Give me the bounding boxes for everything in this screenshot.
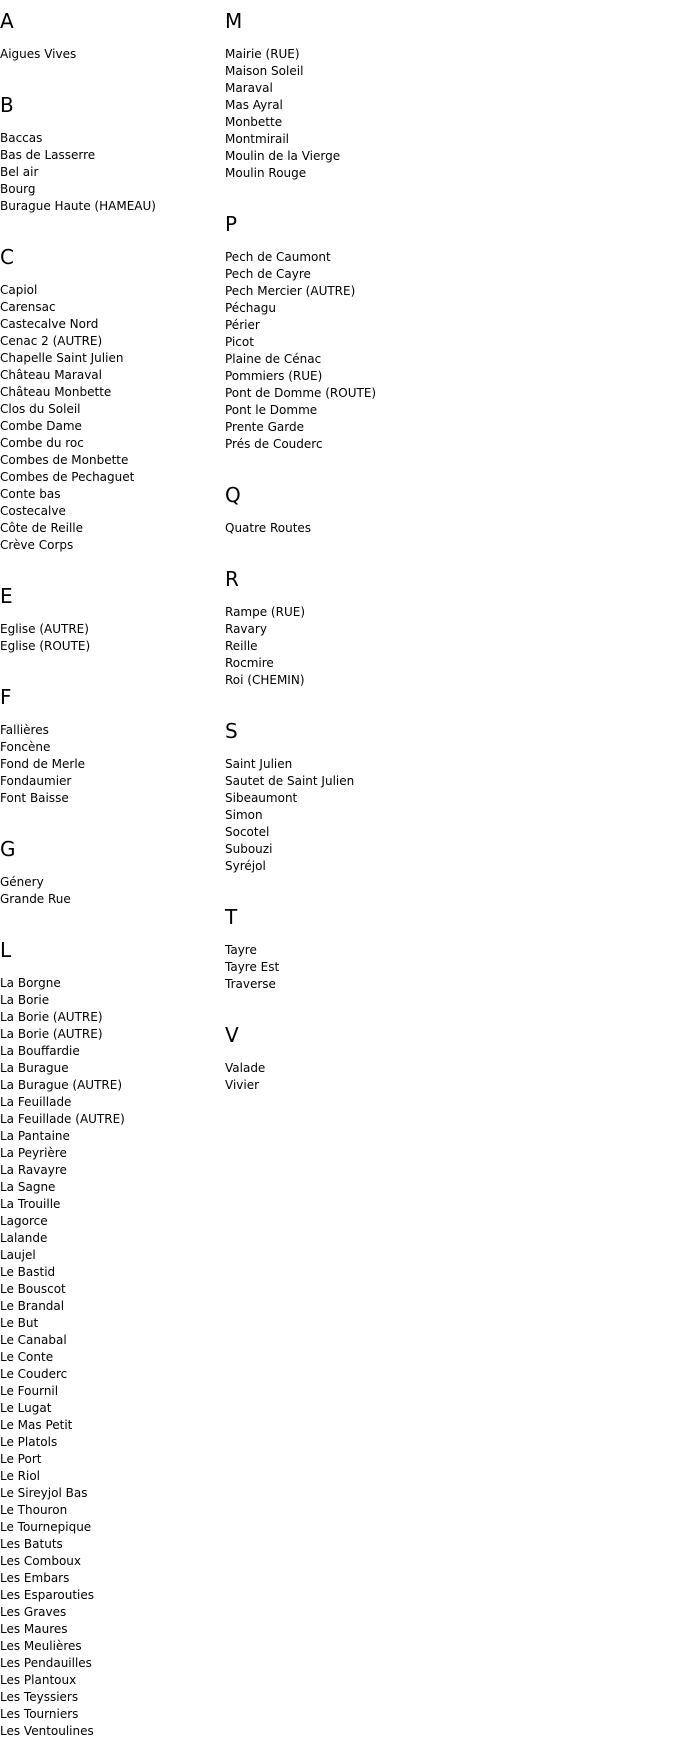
- street-name: Les Tourniers: [0, 1707, 79, 1721]
- section-letter-heading: R: [225, 567, 239, 591]
- street-name: Péchagu: [225, 301, 276, 315]
- street-name: Prés de Couderc: [225, 437, 323, 451]
- section-letter-heading: V: [225, 1023, 239, 1047]
- section-spacer: [0, 655, 225, 676]
- street-name: La Burague (AUTRE): [0, 1078, 123, 1092]
- street-name: Eglise (AUTRE): [0, 622, 89, 636]
- section-spacer: [0, 554, 225, 575]
- street-name: Les Embars: [0, 1571, 70, 1585]
- street-name: Le Sireyjol Bas: [0, 1486, 88, 1500]
- street-name: Pont de Domme (ROUTE): [225, 386, 377, 400]
- section-spacer: [0, 215, 225, 236]
- section-letter-heading: P: [225, 212, 238, 236]
- section-b: [0, 84, 225, 236]
- street-name: Reille: [225, 639, 258, 653]
- street-name: Clos du Soleil: [0, 402, 81, 416]
- section-f: [0, 676, 225, 828]
- street-list: [0, 282, 225, 554]
- section-letter-heading: L: [0, 938, 12, 962]
- street-list: [0, 874, 225, 908]
- section-l: [0, 929, 225, 1740]
- section-spacer: [0, 63, 225, 84]
- street-name: Pont le Domme: [225, 403, 318, 417]
- street-name: Le Canabal: [0, 1333, 67, 1347]
- street-name: Le Lugat: [0, 1401, 52, 1415]
- section-letter-heading: B: [0, 93, 14, 117]
- street-name: Sautet de Saint Julien: [225, 774, 355, 788]
- street-name: Le But: [0, 1316, 39, 1330]
- street-name: Le Bouscot: [0, 1282, 66, 1296]
- street-name: La Borie (AUTRE): [0, 1027, 103, 1041]
- street-list: [225, 604, 625, 689]
- street-name: Rocmire: [225, 656, 274, 670]
- street-name: Capiol: [0, 283, 38, 297]
- street-name: Les Maures: [0, 1622, 68, 1636]
- street-name: Le Brandal: [0, 1299, 65, 1313]
- street-name: Les Graves: [0, 1605, 67, 1619]
- section-c: [0, 236, 225, 575]
- street-name: Laujel: [0, 1248, 36, 1262]
- street-name: Le Couderc: [0, 1367, 68, 1381]
- street-name: Costecalve: [0, 504, 66, 518]
- section-letter-heading: M: [225, 9, 243, 33]
- street-name: Simon: [225, 808, 263, 822]
- street-name: Picot: [225, 335, 254, 349]
- street-name: Rampe (RUE): [225, 605, 305, 619]
- street-name: Combe du roc: [0, 436, 84, 450]
- street-name: Combe Dame: [0, 419, 82, 433]
- street-list: [225, 756, 625, 875]
- street-name: Quatre Routes: [225, 521, 312, 535]
- section-letter-heading: F: [0, 685, 12, 709]
- street-list: [225, 46, 625, 182]
- street-name: Grande Rue: [0, 892, 71, 906]
- street-name: La Ravayre: [0, 1163, 67, 1177]
- right-column: [225, 0, 625, 1094]
- street-name: Cenac 2 (AUTRE): [0, 334, 103, 348]
- street-name: La Pantaine: [0, 1129, 70, 1143]
- street-name: Les Meulières: [0, 1639, 82, 1653]
- street-name: Bas de Lasserre: [0, 148, 96, 162]
- street-name: Traverse: [225, 977, 276, 991]
- street-name: Tayre Est: [225, 960, 280, 974]
- section-spacer: [225, 182, 625, 203]
- street-name: Mairie (RUE): [225, 47, 300, 61]
- section-spacer: [225, 875, 625, 896]
- street-list: [225, 249, 625, 453]
- street-name: Le Thouron: [0, 1503, 68, 1517]
- street-name: La Burague: [0, 1061, 69, 1075]
- street-name: Les Esparouties: [0, 1588, 95, 1602]
- street-list: [0, 975, 225, 1740]
- street-name: Côte de Reille: [0, 521, 84, 535]
- street-name: Fallières: [0, 723, 49, 737]
- street-name: Tayre: [225, 943, 257, 957]
- street-name: Ravary: [225, 622, 267, 636]
- street-name: Combes de Monbette: [0, 453, 129, 467]
- street-name: Prente Garde: [225, 420, 304, 434]
- street-name: La Trouille: [0, 1197, 61, 1211]
- street-name: Lagorce: [0, 1214, 48, 1228]
- street-name: Le Tournepique: [0, 1520, 92, 1534]
- street-name: Le Conte: [0, 1350, 54, 1364]
- street-name: Eglise (ROUTE): [0, 639, 91, 653]
- street-name: La Borie: [0, 993, 50, 1007]
- street-name: Pech Mercier (AUTRE): [225, 284, 356, 298]
- street-name: La Borgne: [0, 976, 61, 990]
- street-name: Périer: [225, 318, 260, 332]
- street-name: Pommiers (RUE): [225, 369, 323, 383]
- street-name: Les Ventoulines: [0, 1724, 94, 1738]
- street-name: Les Teyssiers: [0, 1690, 79, 1704]
- street-name: Font Baisse: [0, 791, 69, 805]
- street-name: Conte bas: [0, 487, 61, 501]
- street-name: Monbette: [225, 115, 283, 129]
- section-spacer: [225, 689, 625, 710]
- section-letter-heading: A: [0, 9, 14, 33]
- street-list: [225, 1060, 625, 1094]
- street-name: Fond de Merle: [0, 757, 86, 771]
- street-name: Baccas: [0, 131, 43, 145]
- section-q: [225, 474, 625, 558]
- street-list: [0, 46, 225, 63]
- street-name: Saint Julien: [225, 757, 293, 771]
- street-name: Pech de Caumont: [225, 250, 331, 264]
- street-name: Château Monbette: [0, 385, 112, 399]
- street-name: Génery: [0, 875, 44, 889]
- street-name: La Sagne: [0, 1180, 56, 1194]
- section-letter-heading: G: [0, 837, 16, 861]
- section-letter-heading: C: [0, 245, 14, 269]
- street-name: Le Port: [0, 1452, 42, 1466]
- street-list: [0, 130, 225, 215]
- left-column: [0, 0, 225, 1740]
- section-m: [225, 0, 625, 203]
- section-a: [0, 0, 225, 84]
- street-name: Le Platols: [0, 1435, 58, 1449]
- section-spacer: [0, 807, 225, 828]
- street-name: Moulin Rouge: [225, 166, 307, 180]
- street-name: Les Batuts: [0, 1537, 63, 1551]
- street-name: Fondaumier: [0, 774, 72, 788]
- street-name: Moulin de la Vierge: [225, 149, 341, 163]
- section-t: [225, 896, 625, 1014]
- street-name: Castecalve Nord: [0, 317, 99, 331]
- street-name: Les Pendauilles: [0, 1656, 92, 1670]
- street-name: Carensac: [0, 300, 56, 314]
- street-name: La Bouffardie: [0, 1044, 80, 1058]
- section-letter-heading: Q: [225, 483, 241, 507]
- street-list: [0, 621, 225, 655]
- street-name: Bel air: [0, 165, 39, 179]
- street-name: Vivier: [225, 1078, 260, 1092]
- section-spacer: [225, 453, 625, 474]
- section-r: [225, 558, 625, 710]
- street-name: Le Fournil: [0, 1384, 59, 1398]
- street-name: La Peyrière: [0, 1146, 67, 1160]
- section-spacer: [0, 908, 225, 929]
- section-spacer: [225, 537, 625, 558]
- street-name: Le Riol: [0, 1469, 41, 1483]
- section-e: [0, 575, 225, 676]
- street-name: Pech de Cayre: [225, 267, 311, 281]
- section-letter-heading: S: [225, 719, 238, 743]
- street-name: Mas Ayral: [225, 98, 283, 112]
- street-list: [0, 722, 225, 807]
- street-name: Syréjol: [225, 859, 266, 873]
- street-name: Maraval: [225, 81, 273, 95]
- street-name: La Feuillade (AUTRE): [0, 1112, 125, 1126]
- street-name: Combes de Pechaguet: [0, 470, 135, 484]
- street-name: Les Plantoux: [0, 1673, 77, 1687]
- street-name: La Feuillade: [0, 1095, 72, 1109]
- street-list: [225, 520, 625, 537]
- street-name: La Borie (AUTRE): [0, 1010, 103, 1024]
- street-name: Bourg: [0, 182, 36, 196]
- street-name: Socotel: [225, 825, 270, 839]
- section-spacer: [225, 993, 625, 1014]
- street-name: Lalande: [0, 1231, 48, 1245]
- section-letter-heading: E: [0, 584, 13, 608]
- street-name: Les Comboux: [0, 1554, 81, 1568]
- street-name: Maison Soleil: [225, 64, 304, 78]
- street-name: Plaine de Cénac: [225, 352, 322, 366]
- street-name: Chapelle Saint Julien: [0, 351, 124, 365]
- street-name: Montmirail: [225, 132, 289, 146]
- section-p: [225, 203, 625, 474]
- street-name: Le Bastid: [0, 1265, 56, 1279]
- section-letter-heading: T: [225, 905, 238, 929]
- street-name: Aigues Vives: [0, 47, 77, 61]
- street-name: Château Maraval: [0, 368, 102, 382]
- street-name: Roi (CHEMIN): [225, 673, 305, 687]
- street-name: Burague Haute (HAMEAU): [0, 199, 156, 213]
- street-name: Valade: [225, 1061, 266, 1075]
- street-name: Le Mas Petit: [0, 1418, 73, 1432]
- section-v: [225, 1014, 625, 1094]
- street-name: Crève Corps: [0, 538, 74, 552]
- section-g: [0, 828, 225, 929]
- street-name: Subouzi: [225, 842, 273, 856]
- street-list: [225, 942, 625, 993]
- street-name: Foncène: [0, 740, 51, 754]
- street-name: Sibeaumont: [225, 791, 298, 805]
- section-s: [225, 710, 625, 896]
